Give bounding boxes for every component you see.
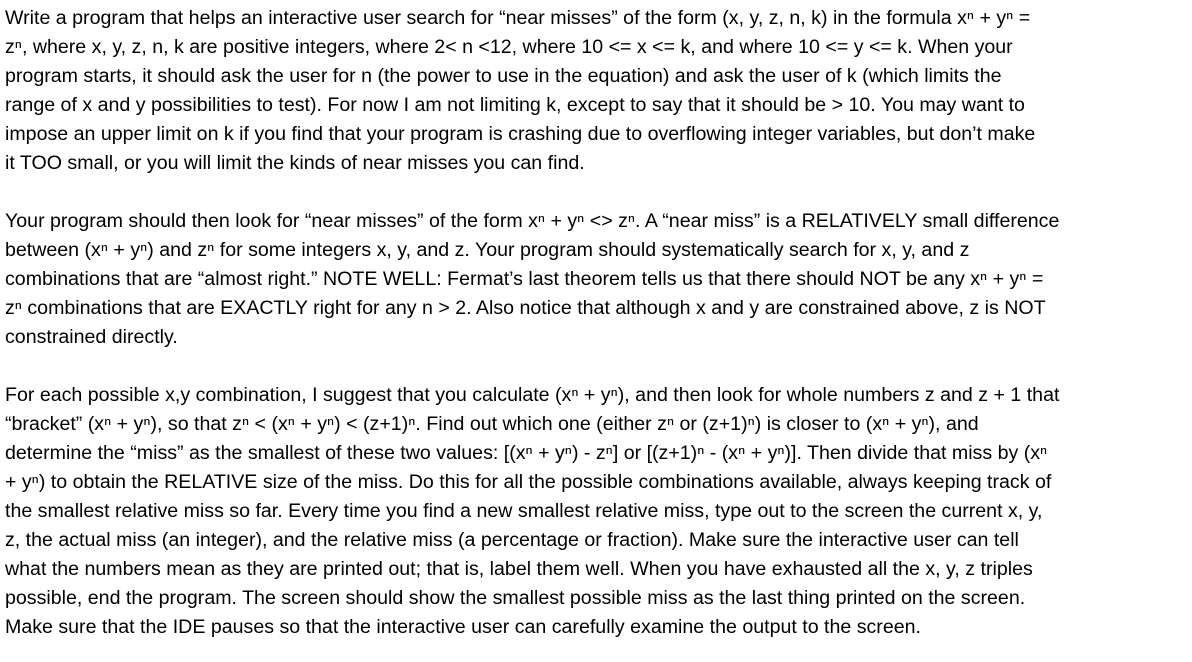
document-body — [5, 4, 1185, 642]
text-line: z, the actual miss (an integer), and the relative miss (a percentage or fraction). Make sure the interactive user can tell — [5, 529, 1019, 551]
text-line: program starts, it should ask the user for n (the power to use in the equation) and ask the user of k (which limits the — [5, 65, 1002, 87]
text-line: Your program should then look for “near misses” of the form xⁿ + yⁿ <> zⁿ. A “near miss” is a RELATIVELY small difference — [5, 210, 1060, 232]
text-line: the smallest relative miss so far. Every time you find a new smallest relative miss, type out to the screen the current x, y, — [5, 500, 1043, 522]
text-line: “bracket” (xⁿ + yⁿ), so that zⁿ < (xⁿ + yⁿ) < (z+1)ⁿ. Find out which one (either zⁿ or (z+1)ⁿ) is closer to (xⁿ + yⁿ), and — [5, 413, 979, 435]
paragraph-near-miss-definition — [5, 207, 1185, 352]
text-line: between (xⁿ + yⁿ) and zⁿ for some integers x, y, and z. Your program should systematically search for x, y, and z — [5, 239, 970, 261]
text-line: range of x and y possibilities to test). For now I am not limiting k, except to say that it should be > 10. You may want to — [5, 94, 1025, 116]
text-line: what the numbers mean as they are printed out; that is, label them well. When you have exhausted all the x, y, z triples — [5, 558, 1033, 580]
text-line: Write a program that helps an interactive user search for “near misses” of the form (x, y, z, n, k) in the formula xⁿ + yⁿ = — [5, 7, 1031, 29]
text-line: combinations that are “almost right.” NOTE WELL: Fermat’s last theorem tells us that there should NOT be any xⁿ + yⁿ = — [5, 268, 1044, 290]
text-line: determine the “miss” as the smallest of these two values: [(xⁿ + yⁿ) - zⁿ] or [(z+1)ⁿ - (xⁿ + yⁿ)]. Then divide that miss by (xⁿ — [5, 442, 1048, 464]
text-line: For each possible x,y combination, I suggest that you calculate (xⁿ + yⁿ), and then look for whole numbers z and z + 1 that — [5, 384, 1060, 406]
paragraph-problem-statement — [5, 4, 1185, 178]
text-line: zⁿ combinations that are EXACTLY right for any n > 2. Also notice that although x and y are constrained above, z is NOT — [5, 297, 1046, 319]
text-line: Make sure that the IDE pauses so that the interactive user can carefully examine the output to the screen. — [5, 616, 921, 638]
text-line: zⁿ, where x, y, z, n, k are positive integers, where 2< n <12, where 10 <= x <= k, and where 10 <= y <= k. When your — [5, 36, 1013, 58]
text-line: + yⁿ) to obtain the RELATIVE size of the miss. Do this for all the possible combinations available, always keeping track of — [5, 471, 1052, 493]
text-line: constrained directly. — [5, 326, 178, 348]
paragraph-spacer — [5, 352, 1185, 381]
paragraph-algorithm-suggestion — [5, 381, 1185, 642]
text-line: impose an upper limit on k if you find that your program is crashing due to overflowing integer variables, but don’t make — [5, 123, 1036, 145]
paragraph-spacer — [5, 178, 1185, 207]
text-line: possible, end the program. The screen should show the smallest possible miss as the last thing printed on the screen. — [5, 587, 1026, 609]
text-line: it TOO small, or you will limit the kinds of near misses you can find. — [5, 152, 585, 174]
